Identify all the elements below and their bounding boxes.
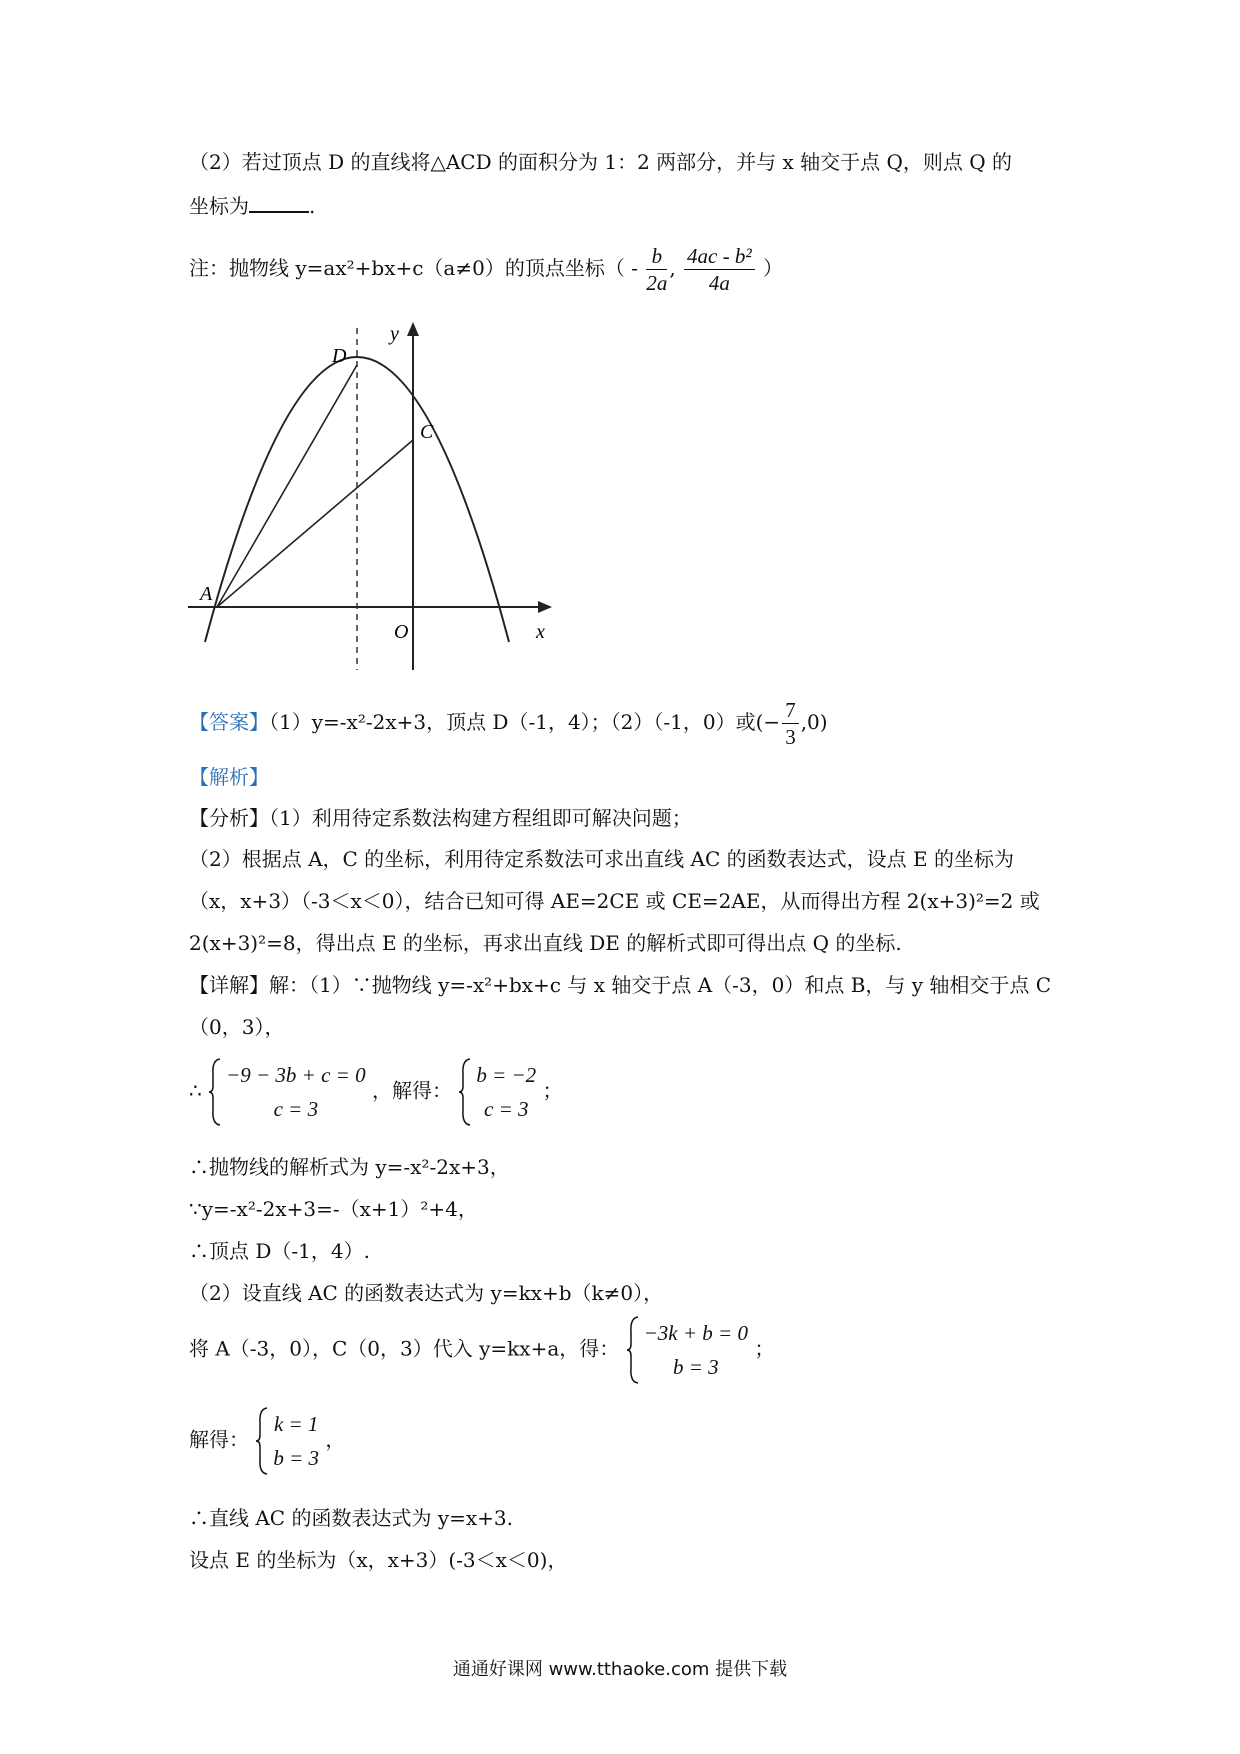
detail-line-4: ∵y=-x²-2x+3=-（x+1）²+4， <box>189 1197 478 1221</box>
line-end: ； <box>754 1336 775 1361</box>
fraction-numerator: 7 <box>782 697 799 724</box>
x-axis-arrow <box>538 601 552 613</box>
equation-row: b = 3 <box>273 1446 320 1470</box>
answer-text: （1）y=-x²-2x+3，顶点 D（-1，4）；（2）（-1，0）或 <box>269 710 756 734</box>
segment-AC <box>217 440 413 607</box>
equation-system-3 <box>626 1316 748 1384</box>
line-end: ； <box>542 1078 563 1103</box>
solve-label: 解得： <box>189 1427 249 1452</box>
label-C: C <box>420 421 434 443</box>
substitute-text: 将 A（-3，0），C（0，3）代入 y=kx+a，得： <box>189 1336 620 1361</box>
parabola-figure <box>180 320 560 680</box>
equation-row: b = −2 <box>476 1063 537 1087</box>
fraction-vertex-y <box>684 243 755 296</box>
brace-icon <box>458 1058 472 1126</box>
vertex-note <box>189 243 783 296</box>
answer-prefix: 坐标为 <box>189 194 249 218</box>
line-end: . <box>309 194 316 218</box>
fenxi-line <box>189 804 692 832</box>
equation-system-1 <box>208 1058 366 1126</box>
label-A: A <box>200 583 213 605</box>
fraction-numerator: 4ac - b² <box>684 243 755 270</box>
answer-close: ,0) <box>800 710 828 734</box>
equation-system-4 <box>255 1407 319 1475</box>
line-end: ， <box>325 1427 346 1452</box>
detail-tag: 【详解】 <box>189 973 269 997</box>
detail-line-5: ∴顶点 D（-1，4）. <box>189 1239 370 1263</box>
detail-line-3: ∴抛物线的解析式为 y=-x²-2x+3， <box>189 1155 510 1179</box>
detail-line-1 <box>189 971 1051 999</box>
fenxi-text: （1）利用待定系数法构建方程组即可解决问题； <box>269 806 692 830</box>
detail-line-6: （2）设直线 AC 的函数表达式为 y=kx+b（k≠0）， <box>189 1281 664 1305</box>
analysis-p2-line-2: （x，x+3）（-3＜x＜0），结合已知可得 AE=2CE 或 CE=2AE，从而得出方程 2(x+3)²=2 或 <box>189 889 1040 913</box>
equation-system-2 <box>458 1058 536 1126</box>
equation-row: −3k + b = 0 <box>643 1321 748 1345</box>
detail-text: 解：（1）∵抛物线 y=-x²+bx+c 与 x 轴交于点 A（-3，0）和点 B，与 y 轴相交于点 C <box>269 973 1052 997</box>
fraction-seven-thirds <box>782 697 799 750</box>
label-x: x <box>536 621 545 643</box>
fenxi-tag: 【分析】 <box>189 806 269 830</box>
question-2-line-1: （2）若过顶点 D 的直线将△ACD 的面积分为 1：2 两部分，并与 x 轴交于点 Q，则点 Q 的 <box>189 150 1013 174</box>
label-y: y <box>390 323 399 345</box>
note-prefix: 注：抛物线 y=ax²+bx+c（a≠0）的顶点坐标（ - <box>189 256 638 280</box>
system-line-1 <box>189 1058 563 1126</box>
answer-tag: 【答案】 <box>189 710 269 734</box>
answer-line <box>189 697 828 750</box>
note-suffix: ） <box>763 256 784 280</box>
detail-line-9: ∴直线 AC 的函数表达式为 y=x+3. <box>189 1506 513 1530</box>
brace-icon <box>208 1058 222 1126</box>
fraction-denominator: 4a <box>708 271 730 295</box>
segment-AD <box>217 365 357 607</box>
page-footer: 通通好课网 www.tthaoke.com 提供下载 <box>452 1659 788 1680</box>
analysis-p2-line-1: （2）根据点 A，C 的坐标，利用待定系数法可求出直线 AC 的函数表达式，设点 E 的坐标为 <box>189 847 1014 871</box>
label-D: D <box>332 345 347 367</box>
fraction-denominator: 3 <box>785 725 796 749</box>
brace-icon <box>626 1316 640 1384</box>
solve-label: ，解得： <box>371 1078 452 1103</box>
analysis-tag: 【解析】 <box>189 765 269 789</box>
fraction-numerator: b <box>646 243 667 270</box>
fraction-denominator: 2a <box>646 271 668 295</box>
therefore: ∴ <box>189 1078 202 1103</box>
system-line-4 <box>189 1407 345 1475</box>
answer-blank <box>249 191 309 213</box>
equation-row: b = 3 <box>672 1355 719 1379</box>
brace-icon <box>255 1407 269 1475</box>
y-axis-arrow <box>407 322 419 336</box>
system-line-3 <box>189 1316 774 1384</box>
equation-row: −9 − 3b + c = 0 <box>226 1063 366 1087</box>
note-separator: , <box>669 256 676 280</box>
equation-row: c = 3 <box>484 1097 529 1121</box>
analysis-p2-line-3: 2(x+3)²=8，得出点 E 的坐标，再求出直线 DE 的解析式即可得出点 Q 的坐标. <box>189 931 902 955</box>
question-2-line-2 <box>189 191 315 220</box>
equation-row: k = 1 <box>273 1412 319 1436</box>
answer-open: (− <box>755 710 781 734</box>
equation-row: c = 3 <box>273 1097 319 1121</box>
fraction-b-over-2a <box>646 243 667 296</box>
label-O: O <box>394 621 409 643</box>
detail-line-10: 设点 E 的坐标为（x，x+3）(-3＜x＜0)， <box>189 1548 568 1572</box>
detail-line-2: （0，3）， <box>189 1015 285 1039</box>
